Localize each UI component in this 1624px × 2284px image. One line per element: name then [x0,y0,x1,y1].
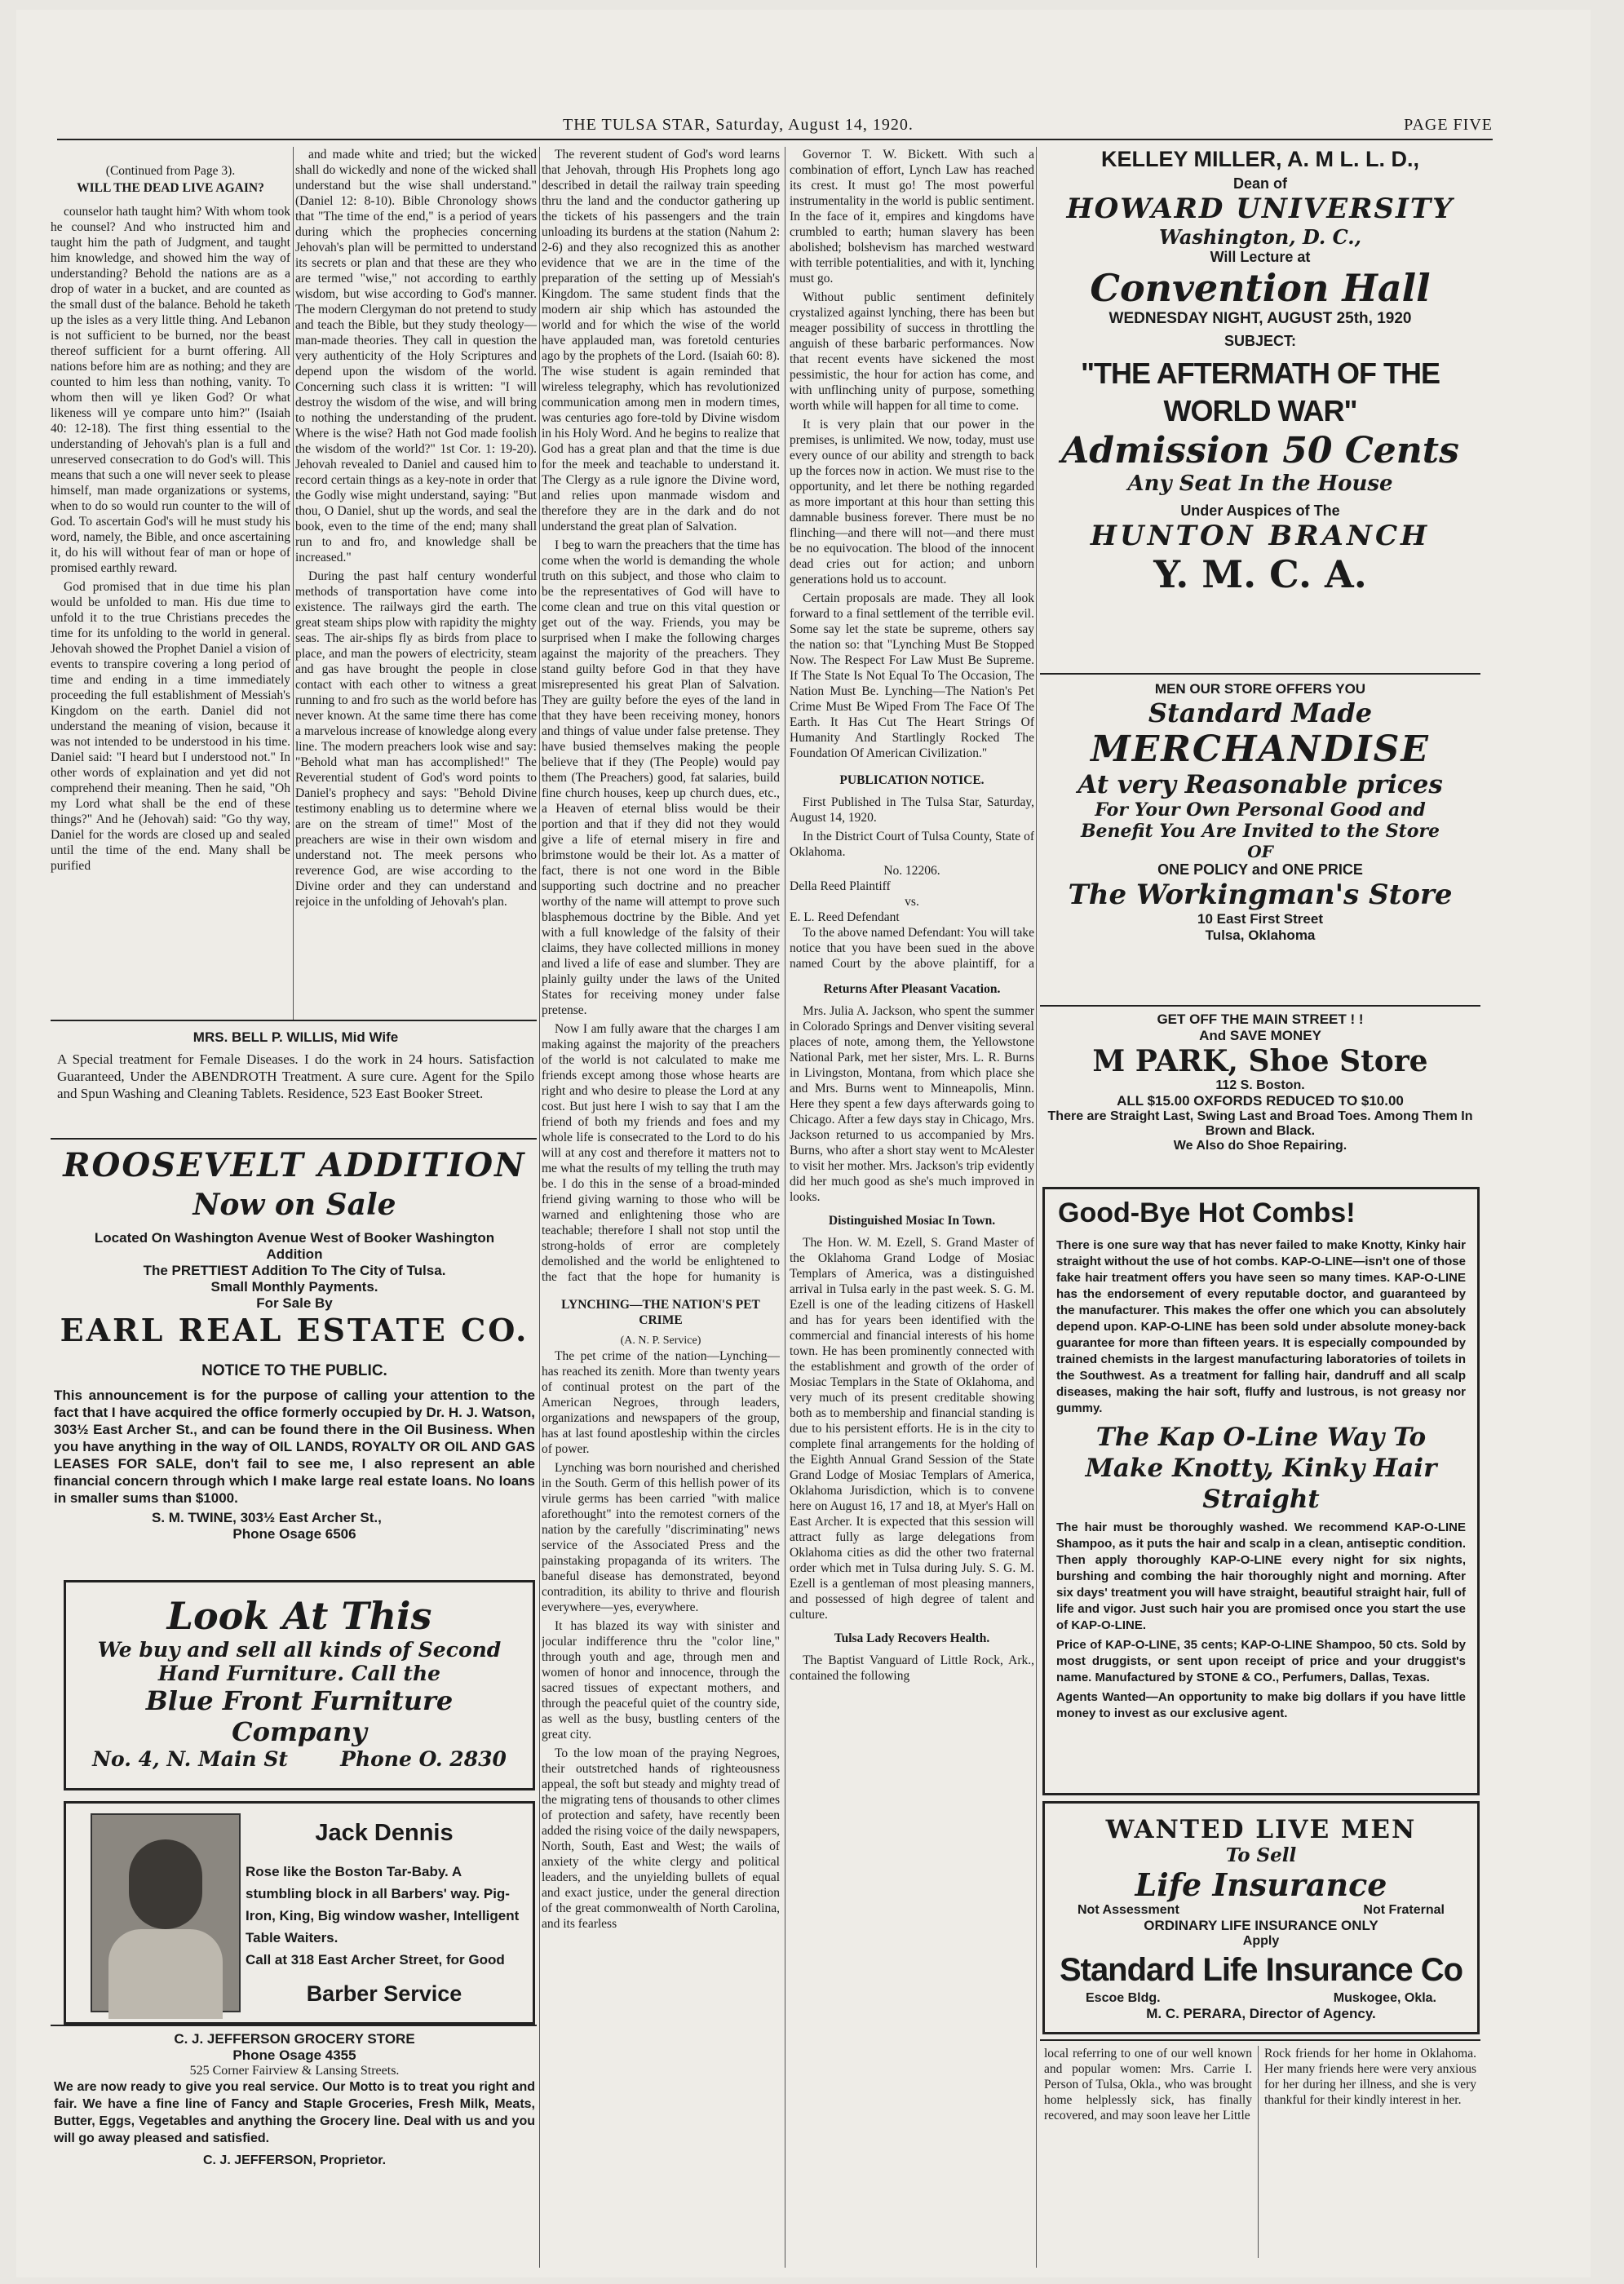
portrait-photo [91,1813,241,2012]
ad-body: There is one sure way that has never failed to make Knotty, Kinky hair straight without the use of hot combs. KAP-O-LINE—isn't one of those fake hair treatment offers you have seen so many times. KAP-O-LINE has the endorsement of every reputable doctor, and guaranteed by the manufacturer. This makes the offer one which you can absolutely depend upon. KAP-O-LINE has been sold under absolute money-back guarantee for more than fifteen years. It is especially compounded by trained chemists in the largest manufacturing laboratories of toilets in the Southwest. As a treatment for falling hair, dandruff and all scalp diseases, making the hair soft, fluffy and lustrous, is not greasy nor gummy. [1056,1238,1466,1415]
ad-line: Y. M. C. A. [1153,552,1367,596]
article-column-1 [51,163,290,1013]
ad-line: HOWARD UNIVERSITY [1066,193,1454,225]
ad-line: Blue Front Furniture [145,1685,454,1716]
ad-line: Any Seat In the House [1127,471,1393,496]
column-rule [293,147,294,1020]
ad-line: Life Insurance [1135,1866,1387,1903]
article-paragraph: Without public sentiment definitely crystalized against lynching, there has been but meager possibility of success in throttling the anguish of these barbaric performances. Now that recent events have sickened the most pessimistic, the hour for action has come, and with unflinching unity of purpose, something worth while will happen for all time to come. [790,290,1034,413]
social-news-column [790,975,1034,2260]
ad-line: We buy and sell all kinds of Second [97,1638,502,1662]
ad-body: This announcement is for the purpose of calling your attention to the fact that I have acquired the office formerly occupied by Dr. H. J. Watson, 303½ East Archer St., and can be found there in the Oil Business. When you have anything in the way of OIL LANDS, ROYALTY OR OIL AND GAS LEASES FOR SALE, don't fail to see me, I also represent an able financial concern through which I make large real estate loans. No loans in smaller sums than $1000. [54,1388,535,1506]
news-heading: Distinguished Mosiac In Town. [828,1214,996,1228]
ad-line: HUNTON BRANCH [1090,520,1431,552]
ad-service: Barber Service [306,1981,462,2006]
article-paragraph: It is very plain that our power in the premises, is unlimited. We now, today, must use every ounce of our ability and strength to back up the forces now in action. We must rise to the opportunity, and let there be nothing regarded as more important at this hour than setting this damnable business forever. There must be no flinching—and there will not—and there must be no equivocation. The blood of the innocent dead cries out for action; and unborn generations hold us to account. [790,418,1034,586]
ad-headline: The Kap O-Line Way To Make Knotty, Kinky Hair Straight [1085,1423,1437,1514]
column-rule [1258,2046,1259,2258]
ad-line: 10 East First Street [1197,911,1323,927]
ad-line: Small Monthly Payments. [210,1279,378,1295]
news-paragraph: Mrs. Julia A. Jackson, who spent the summer in Colorado Springs and Denver visiting several places of note, among them, the Yellowstone National Park, met her sister, Mrs. L. R. Burns in Livingston, Montana, from which place she and Mrs. Burns went to Minneapolis, Minn. Here they spent a few days afterwards going to Chicago. After a few days stay in Chicago, Mrs. Jackson returned to us accompanied by Mrs. Burns, who after a short stay went to McAlester to visit her mother. Mrs. Jackson's trip evidently did her much good as she's much improved in looks. [790,1004,1034,1204]
notice-paragraph: First Published in The Tulsa Star, Saturday, August 14, 1920. [790,795,1034,825]
article-paragraph: God promised that in due time his plan would be unfolded to man. His due time to unfold it to the true Christians precedes the time for its unfolding to the world in general. Jehovah showed the Prophet Daniel a vision of events to transpire covering a long period of time and ending in a time immediately proceeding the full establishment of Messiah's Kingdom on the earth. Daniel did not understand the meaning of vision, because it was not intended to be understood in his time. Daniel said: "I heard but I understood not." In other words of explaination and yet did not comprehend their meaning. Then he said, "Oh my Lord what shall be the end of these things?" And he (Jehovah) said: "Go thy way, Daniel for the words are closed up and sealed until the time of the end. Many shall be purified [51,580,290,873]
divider [1040,2039,1480,2041]
article-heading: WILL THE DEAD LIVE AGAIN? [77,181,264,195]
news-paragraph: The Hon. W. M. Ezell, S. Grand Master of the Oklahoma Grand Lodge of Mosiac Templars of America, was a distinguished arrival in Tulsa early in the past week. S. G. M. Ezell is one of the leading citizens of Haskell and has for years been identified with the commercial and financial interests of his home town. He has been prominently connected with the establishment and growth of the order of Mosiac Templars in the State of Oklahoma, and very much of its present creditable showing both as to membership and financial standing is due to his persistent efforts. He is in the city to complete final arrangements for the holding of the Eighth Annual Grand Session of the State Grand Lodge of Mosiac Templars of America, Oklahoma Jurisdiction, which is to convene here on August 16, 17 and 18, at Myer's Hall on East Archer. It is expected that this session will attract fully as large delegations from Oklahoma cities as did the other two fraternal order which met in Tulsa during July. S. G. M. Ezell is a gentleman of most pleasing manners, and possessed of high degree of talent and culture. [790,1236,1034,1622]
kelley-miller-lecture-ad [1044,147,1476,669]
ad-line: KELLEY MILLER, A. M L. L. D., [1101,147,1419,171]
ad-line: WEDNESDAY NIGHT, AUGUST 25th, 1920 [1108,310,1412,327]
ad-line: Escoe Bldg. [1086,1991,1161,2005]
article-paragraph: I beg to warn the preachers that the time has come when the world is demanding the whole truth on this subject, and those who claim to be the representatives of God will have to come clean and true on this vital question or get out of the way. Friends, you may be surprised when I make the following charges against the majority of the preachers. They stand guilty before God in that they have misrepresented his great Plan of Salvation. They are guilty before the eyes of the land in that they have been receiving money, honors and things of value under false pretense. They have busied themselves making the people believe that if they (The People) would pay them (The Preachers) good, fat salaries, build fine church houses, keep up church dues, etc., a Heaven of eternal bliss would be their portion and that if they did not they would give a life of eternal misery in fire and brimstone would be their lot. As a matter of fact, there is not one word in the Bible supporting such doctrine and no preacher worthy of the name will attempt to prove such blasphemous doctrine by the Bible. And yet with a full knowledge of the falsity of their claims, they have collected millions in money and lived a life of ease and slumber. They are plainly guilty under the laws of the United States for receiving money under false pretense. [542,538,780,1017]
ad-line: And SAVE MONEY [1199,1028,1321,1043]
ad-signature: C. J. JEFFERSON, Proprietor. [202,2153,387,2167]
ad-company: EARL REAL ESTATE CO. [60,1312,529,1348]
ad-signature: S. M. TWINE, 303½ East Archer St., [152,1510,382,1525]
ad-title: NOTICE TO THE PUBLIC. [201,1362,387,1379]
ad-line: Will Lecture at [1210,249,1311,265]
ad-body: Agents Wanted—An opportunity to make big dollars if you have little money to invest as our exclusive agent. [1056,1690,1466,1720]
ad-line: Convention Hall [1090,266,1431,310]
ad-phone: Phone O. 2830 [340,1747,507,1771]
divider [51,2025,537,2026]
article-paragraph: Certain proposals are made. They all look forward to a final settlement of the terrible evil. Some say let the state be supreme, others say the nation so: that "Lynching Must Be Stopped Now. The Respect For Law Must Be Supreme. If The State Is Not Equal To The Occasion, The Nation Must Be. Lynching—The Nation's Pet Crime Must Be Wiped From The Face Of The Earth. It Has Cut The Heart Strings Of Humanity And Startlingly Rocked The Foundation Of American Civilization." [790,591,1034,760]
column-rule [539,147,540,2268]
standard-life-insurance-ad [1042,1801,1480,2034]
ad-line: "THE AFTERMATH OF THE WORLD WAR" [1080,356,1440,427]
ad-address: 525 Corner Fairview & Lansing Streets. [189,2064,400,2078]
ad-line: MERCHANDISE [1091,728,1430,770]
ad-body: Rose like the Boston Tar-Baby. A stumbling block in all Barbers' way. Pig-Iron, King, Big window washer, Intelligent Table Waiters. [246,1864,520,1945]
article-paragraph: Governor T. W. Bickett. With such a combination of effort, Lynch Law has reached its crest. It must go! The most powerful instrumentality in the world is public sentiment. In the face of it, empires and kingdoms have crumbled to earth; human slavery has been abolished; bolshevism has marched westward with terrible potentialities, and with it, lynching must go. [790,148,1034,286]
ad-line: Admission 50 Cents [1061,430,1459,471]
article-paragraph: counselor hath taught him? With whom took he counsel? And who instructed him and taught him the path of Judgment, and taught him knowledge, and showed him the way of understanding? Behold the nations are as a drop of water in a bucket, and are counted as the small dust of the balance. Behold he taketh up the isles as a very little thing. And Lebanon is not sufficient to be burned, nor the beast thereof sufficient for a burnt offering. All nations before him are as nothing; and they are counted to him less than nothing, vanity. To whom then will ye liken God? Or what likeness will ye compare unto him?" (Isaiah 40: 12-18). The first thing essential to the understanding of Jehovah's plan is a full and unreserved consecration to do God's will. This means that such a one will never seek to please himself, man made organizations or systems, when to do so would run counter to the will of God. To ascertain God's will he must study his word, namely, the Bible, and once ascertaining it, do his will without fear of man or hope of promised earthly reward. [51,205,290,575]
article-paragraph: Lynching was born nourished and cherished in the South. Germ of this hellish power of its virule germs has been carried "with malice aforethought" into the remotest corners of the nation by the carefully "discriminating" news service of the Associated Press and the painstaking propaganda of its writers. The baneful disease has demonstrated, beyond contradition, its ability to thrive and flourish everywhere—yes, everywhere. [542,1461,780,1614]
blue-front-furniture-ad [64,1580,535,1790]
ad-line: SUBJECT: [1224,333,1296,349]
ad-line: Muskogee, Okla. [1333,1991,1436,2005]
news-heading: Tulsa Lady Recovers Health. [834,1631,990,1645]
masthead [57,114,1493,140]
workingmans-store-ad [1044,681,1476,1007]
divider [1040,1005,1480,1007]
plaintiff: Della Reed Plaintiff [790,879,891,893]
news-continued [1044,2046,1252,2258]
ad-phone: Phone Osage 6506 [232,1526,356,1542]
news-paragraph: Rock friends for her home in Oklahoma. Her many friends here were very anxious for her during her illness, and she is very thankful for their kindly interest in her. [1264,2047,1476,2107]
park-shoe-store-ad [1044,1011,1476,1166]
ad-line: Company [232,1716,367,1747]
ad-line: ALL $15.00 OXFORDS REDUCED TO $10.00 [1117,1093,1404,1109]
ad-line: Dean of [1232,175,1287,192]
ad-phone: Phone Osage 4355 [232,2047,356,2063]
ad-line: MEN OUR STORE OFFERS YOU [1154,681,1366,697]
ad-line: The Workingman's Store [1068,879,1453,911]
ad-line: OF [1247,842,1273,861]
jefferson-grocery-ad [54,2031,535,2211]
ad-line: Not Fraternal [1363,1903,1445,1917]
ad-line: Apply [1242,1934,1280,1948]
ad-line: GET OFF THE MAIN STREET ! ! [1157,1011,1364,1027]
divider [1040,673,1480,675]
article-paragraph: The pet crime of the nation—Lynching—has reached its zenith. More than twenty years of continual protest on the part of the American Negroes, through leaders, organizations and newspapers of the group, has at last found apostleship within the circles of power. [542,1349,780,1456]
article-column-3 [542,147,780,1285]
divider [51,1138,537,1140]
ad-line: Hand Furniture. Call the [157,1662,441,1685]
service-credit: (A. N. P. Service) [620,1335,701,1347]
notice-paragraph: To the above named Defendant: You will take notice that you have been sued in the above named Court by the above plaintiff, for a [790,926,1034,971]
ad-call: Call at 318 East Archer Street, for Good [246,1952,505,1968]
paper-dateline: THE TULSA STAR, Saturday, August 14, 1920. [563,116,914,134]
article-paragraph: It has blazed its way with sinister and jocular indifference thru the "color line," through youth and age, through men and women of honor and innocence, through the sacred tissues of expectant mothers, and through the peaceful quiet of the country side, as well as the busy, bustling centers of the great city. [542,1619,780,1742]
ad-subtitle: Now on Sale [192,1188,396,1222]
ad-line: M PARK, Shoe Store [1092,1044,1428,1078]
ad-line: There are Straight Last, Swing Last and Broad Toes. Among Them In Brown and Black. [1047,1109,1473,1138]
article-paragraph: To the low moan of the praying Negroes, their outstretched hands of righteousness appeal, the soft but steady and mighty tread of the migrating tens of thousands to other climes of protection and safety, have recently been added the rising voice of the daily newspapers, North, South, East and West; the wails of anxiety of the white clergy and political leaders, and the unyielding bullets of equal and exact justice, under the general direction of the great commonwealth of North Carolina, and its fearless [542,1746,780,1931]
ad-title: Jack Dennis [315,1820,454,1846]
ad-body: We are now ready to give you real service. Our Motto is to treat you right and fair. We have a fine line of Fancy and Staple Groceries, Fresh Milk, Meats, Butter, Eggs, Vegetables and anything the Grocery line. Deal with us and you will go away pleased and satisfied. [54,2080,535,2145]
news-paragraph: local referring to one of our well known and popular women: Mrs. Carrie I. Person of Tulsa, Okla., who was brought home helplessly sick, has finally recovered, and may soon leave her Little [1044,2047,1252,2122]
news-continued [1264,2046,1476,2258]
ad-title: ROOSEVELT ADDITION [63,1146,526,1184]
ad-body: The hair must be thoroughly washed. We recommend KAP-O-LINE Shampoo, as it puts the hair and scalp in a clean, antiseptic condition. Then apply thoroughly KAP-O-LINE every night for six nights, burshing and combing the hair thoroughly night and morning. After six days' treatment you will have straight, beautiful straight hair, full of life and vigor. Just such hair you are promised once you start the use of KAP-O-LINE. [1056,1520,1467,1632]
ad-line: M. C. PERARA, Director of Agency. [1146,2006,1376,2021]
ad-line: Standard Made [1148,697,1373,728]
ad-line: Not Assessment [1078,1903,1179,1917]
ad-line: Washington, D. C., [1158,225,1362,249]
versus: vs. [905,895,919,909]
ad-company: Standard Life Insurance Co [1059,1952,1463,1988]
article-paragraph: The reverent student of God's word learns that Jehovah, through His Prophets long ago described in detail the railway train speeding thru the land and the conductor gathering up the tickets of his passengers and the train unloading its burdens at the station (Nahum 2: 2-6) and they also recognized this as another evidence that we are in the time of the preparation of the setting up of Messiah's Kingdom. The same student finds that the modern air ship which has astounded the world and for which the wise of the world have applauded man, was foretold centuries ago by the prophets of the Lord. (Isaiah 60: 8). The wise student is again reminded that wireless telegraphy, which has revolutionized communication among men in modern times, was centuries ago fore-told by Divine wisdom in his Holy Word. And he begins to realize that God has a great plan and that the time is due for the meek and teachable to understand it. The Clergy as a rule ignore the Divine word, and relies upon manmade wisdom and therefore they are in the dark and do not understand the great plan of Salvation. [542,148,780,533]
ad-body: A Special treatment for Female Diseases. I do the work in 24 hours. Satisfaction Guaranteed, Under the ABENDROTH Treatment. A sure cure. Agent for the Spilo and Spun Washing and Cleaning Tablets. Residence, 523 East Booker Street. [57,1051,534,1101]
continued-note: (Continued from Page 3). [105,164,236,178]
column-rule [1036,147,1037,2268]
ad-title: Look At This [166,1594,432,1638]
ad-line: 112 S. Boston. [1215,1078,1305,1092]
kap-o-line-ad [1042,1187,1480,1795]
ad-body: Price of KAP-O-LINE, 35 cents; KAP-O-LINE Shampoo, 50 cts. Sold by most druggists, or sent upon receipt of price and your druggist's name. Manufactured by STONE & CO., Perfumers, Dallas, Texas. [1056,1638,1466,1684]
ad-line: At very Reasonable prices [1078,770,1443,799]
article-paragraph: and made white and tried; but the wicked shall do wickedly and none of the wicked shall understand but the wise shall understand." (Daniel 12: 8-10). Bible Chronology shows that "The time of the end," is a period of years during which the prophecies concerning Jehovah's plan will be permitted to understand its secrets or plan and that these are they who are termed "wise," not according to earthly wisdom, but wise according to God's manner. The modern Clergyman do not pretend to study and teach the Bible, but they study theology—man-made theories. They call in question the very authenticity of the Holy Scriptures and depend upon the wisdom of the world. Concerning such class it is written: "I will destroy the wisdom of the wise, and will bring to nothing the understanding of the prudent. Where is the wise? Hath not God made foolish the wisdom of the world?" 1st Cor. 1: 19-20). Jehovah revealed to Daniel and caused him to record certain things as a key-note in order that the Godly wise might understand, saying: "But thou, O Daniel, shut up the words, and seal the book, even to the time of the end; many shall run to and fro, and knowledge shall be increased." [295,148,537,564]
twine-notice [54,1362,535,1591]
news-heading: Returns After Pleasant Vacation. [823,982,1001,996]
ad-line: Located On Washington Avenue West of Booker Washington [94,1230,495,1246]
notice-heading: PUBLICATION NOTICE. [839,773,985,787]
defendant: E. L. Reed Defendant [790,910,900,924]
article-column-4 [790,147,1034,971]
ad-line: WANTED LIVE MEN [1105,1815,1417,1844]
ad-line: For Your Own Personal Good and [1095,799,1426,821]
notice-paragraph: In the District Court of Tulsa County, State of Oklahoma. [790,830,1034,859]
ad-title: C. J. JEFFERSON GROCERY STORE [174,2031,415,2047]
ad-line: Addition [266,1246,323,1262]
ad-line: ORDINARY LIFE INSURANCE ONLY [1144,1918,1378,1933]
ad-line: Benefit You Are Invited to the Store [1080,821,1440,842]
jack-dennis-ad [64,1801,535,2025]
article-paragraph: During the past half century wonderful methods of transportation have come into existence. The railways gird the earth. The great steam ships plow with rapidity the mighty seas. The air-ships fly as birds from place to place, and man the powers of electricity, steam and gas have brought the people in close contact with each other to witness a great running to and fro such as the world before has never known. At the same time there has come a marvelous increase of knowledge along every line. The modern preachers look wise and say: "Behold what man has accomplished!" The Reverential student of God's word points to Daniel's prophecy and says: "Behold Divine testimony enabling us to determine where we are on the stream of time!" Most of the preachers are wise in their own wisdom and understand not. The meek persons who reverence God, are wise according to the Divine order and they can understand and rejoice in the unfolding of Jehovah's plan. [295,569,537,909]
lynching-heading: LYNCHING—THE NATION'S PET CRIME [561,1298,760,1327]
ad-title: Good-Bye Hot Combs! [1058,1197,1356,1228]
ad-address: No. 4, N. Main St [92,1747,288,1771]
ad-line: To Sell [1225,1844,1297,1866]
ad-line: The PRETTIEST Addition To The City of Tulsa. [143,1263,446,1278]
ad-line: ONE POLICY and ONE PRICE [1157,861,1363,878]
ad-line: We Also do Shoe Repairing. [1173,1139,1347,1153]
page-number: PAGE FIVE [1404,116,1493,134]
divider [51,1020,537,1021]
willis-ad [57,1029,534,1135]
ad-line: Under Auspices of The [1180,502,1340,519]
ad-line: Tulsa, Oklahoma [1205,927,1316,943]
ad-title: MRS. BELL P. WILLIS, Mid Wife [192,1029,399,1045]
lynching-article [542,1297,780,2260]
roosevelt-addition-ad [54,1146,535,1358]
ad-line: For Sale By [256,1295,333,1311]
article-paragraph: Now I am fully aware that the charges I am making against the majority of the preachers of the world is not calculated to make me friends except among those whose hearts are right and who desire to please the Lord at any cost. But just here I wish to say that I am the friend of both my friends and foes and my whole life is consecrated to the Lord to do his will at any cost and therefore it matters not to me what the results of my telling the truth may be. I do this in the sense of a broad-minded friend giving warning to those who will be warned and enlightening those who are teachable; therefore I shall not stop until the strong-holds of error are completely demolished and the world be enlightened to the fact that the hope for humanity is [542,1022,780,1284]
news-paragraph: The Baptist Vanguard of Little Rock, Ark., contained the following [790,1653,1034,1683]
case-number: No. 12206. [883,864,940,878]
